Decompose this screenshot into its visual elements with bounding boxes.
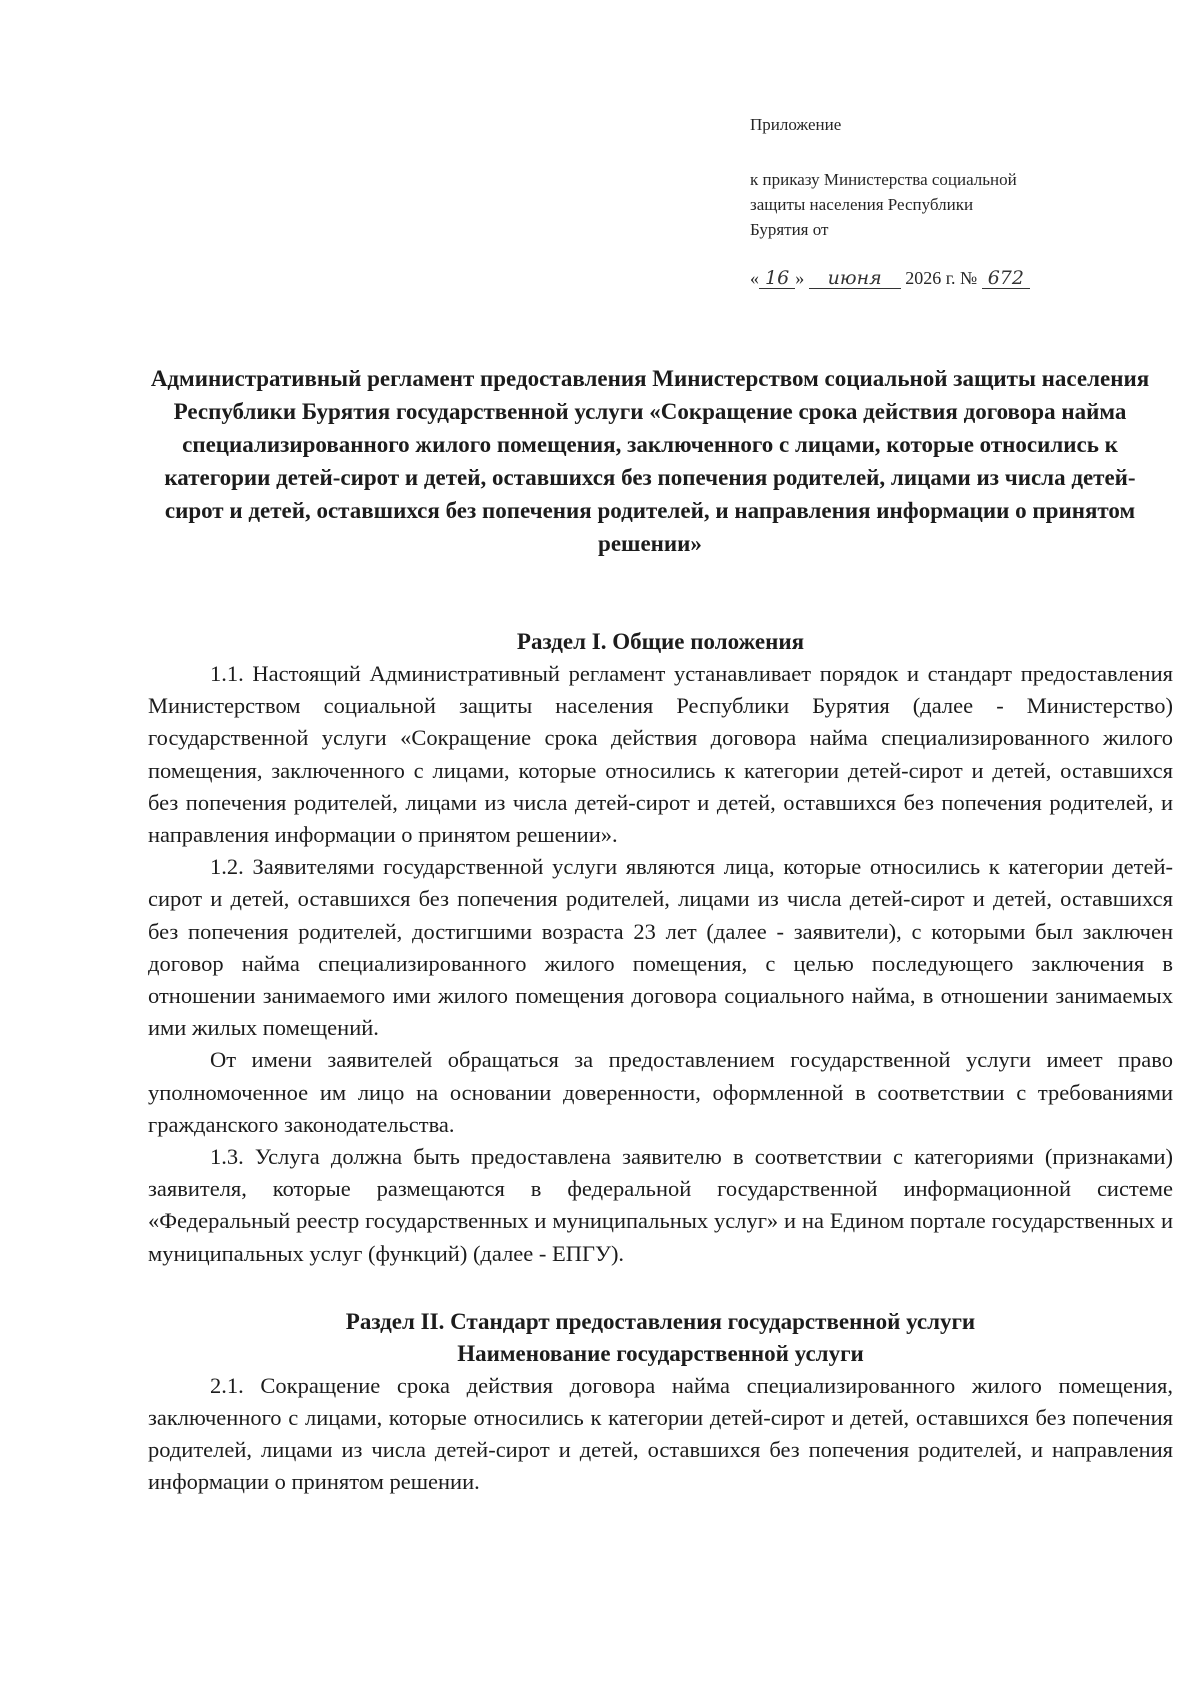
section-2-subheading: Наименование государственной услуги — [457, 1340, 864, 1366]
section-2-heading: Раздел II. Стандарт предоставления государственной услуги — [345, 1308, 976, 1334]
appendix-line: Бурятия от — [750, 220, 829, 239]
order-day: 16 — [759, 268, 795, 289]
appendix-line: защиты населения Республики — [750, 195, 974, 214]
order-month: июня — [809, 268, 901, 289]
order-date-line: « 16 » июня 2026 г. № 672 — [750, 266, 1170, 291]
appendix-line: к приказу Министерства социальной — [750, 170, 1017, 189]
paragraph: 1.1. Настоящий Административный регламент устанавливает порядок и стандарт предоставления Министерством социальной защиты населения Республики Бурятия (далее - Министерство) государственной услуги «Сокращение срока действия договора найма специализированного жилого помещения, заключенного с лицами, которые относились к категории детей-сирот и детей, оставшихся без попечения родителей, лицами из числа детей-сирот и детей, оставшихся без попечения родителей, и направления информации о принятом решении». — [148, 661, 1173, 848]
paragraph: 2.1. Сокращение срока действия договора найма специализированного жилого помещения, заключенного с лицами, которые относились к категории детей-сирот и детей, оставшихся без попечения родителей, лицами из числа детей-сирот и детей, оставшихся без попечения родителей, и направления информации о принятом решении. — [148, 1372, 1173, 1495]
section-1-heading: Раздел I. Общие положения — [516, 629, 805, 654]
order-year-text: 2026 г. № — [905, 268, 978, 288]
appendix-block — [750, 112, 1170, 291]
document-title: Административный регламент предоставления Министерством социальной защиты населения Республики Бурятия государственной услуги «Сокращение срока действия договора найма специализированного жилого помещения, заключенного с лицами, которые относились к категории детей-сирот и детей, оставшихся без попечения родителей, лицами из числа детей-сирот и детей, оставшихся без попечения родителей, и направления информации о принятом решении» — [150, 366, 1150, 556]
appendix-caption: Приложение — [750, 115, 842, 134]
paragraph: 1.2. Заявителями государственной услуги являются лица, которые относились к категории детей-сирот и детей, оставшихся без попечения родителей, лицами из числа детей-сирот и детей, оставшихся без попечения родителей, достигшими возраста 23 лет (далее - заявители), с которыми был заключен договор найма специализированного жилого помещения, с целью последующего заключения в отношении занимаемого ими жилого помещения договора социального найма, в отношении занимаемых ими жилых помещений. — [148, 854, 1173, 1041]
paragraph: От имени заявителей обращаться за предоставлением государственной услуги имеет право уполномоченное им лицо на основании доверенности, оформленной в соответствии с требованиями гражданского законодательства. — [148, 1047, 1173, 1137]
order-number: 672 — [982, 268, 1030, 289]
document-body — [148, 626, 1173, 1499]
paragraph: 1.3. Услуга должна быть предоставлена заявителю в соответствии с категориями (признаками) заявителя, которые размещаются в федеральной государственной информационной системе «Федеральный реестр государственных и муниципальных услуг» и на Едином портале государственных и муниципальных услуг (функций) (далее - ЕПГУ). — [148, 1144, 1173, 1266]
